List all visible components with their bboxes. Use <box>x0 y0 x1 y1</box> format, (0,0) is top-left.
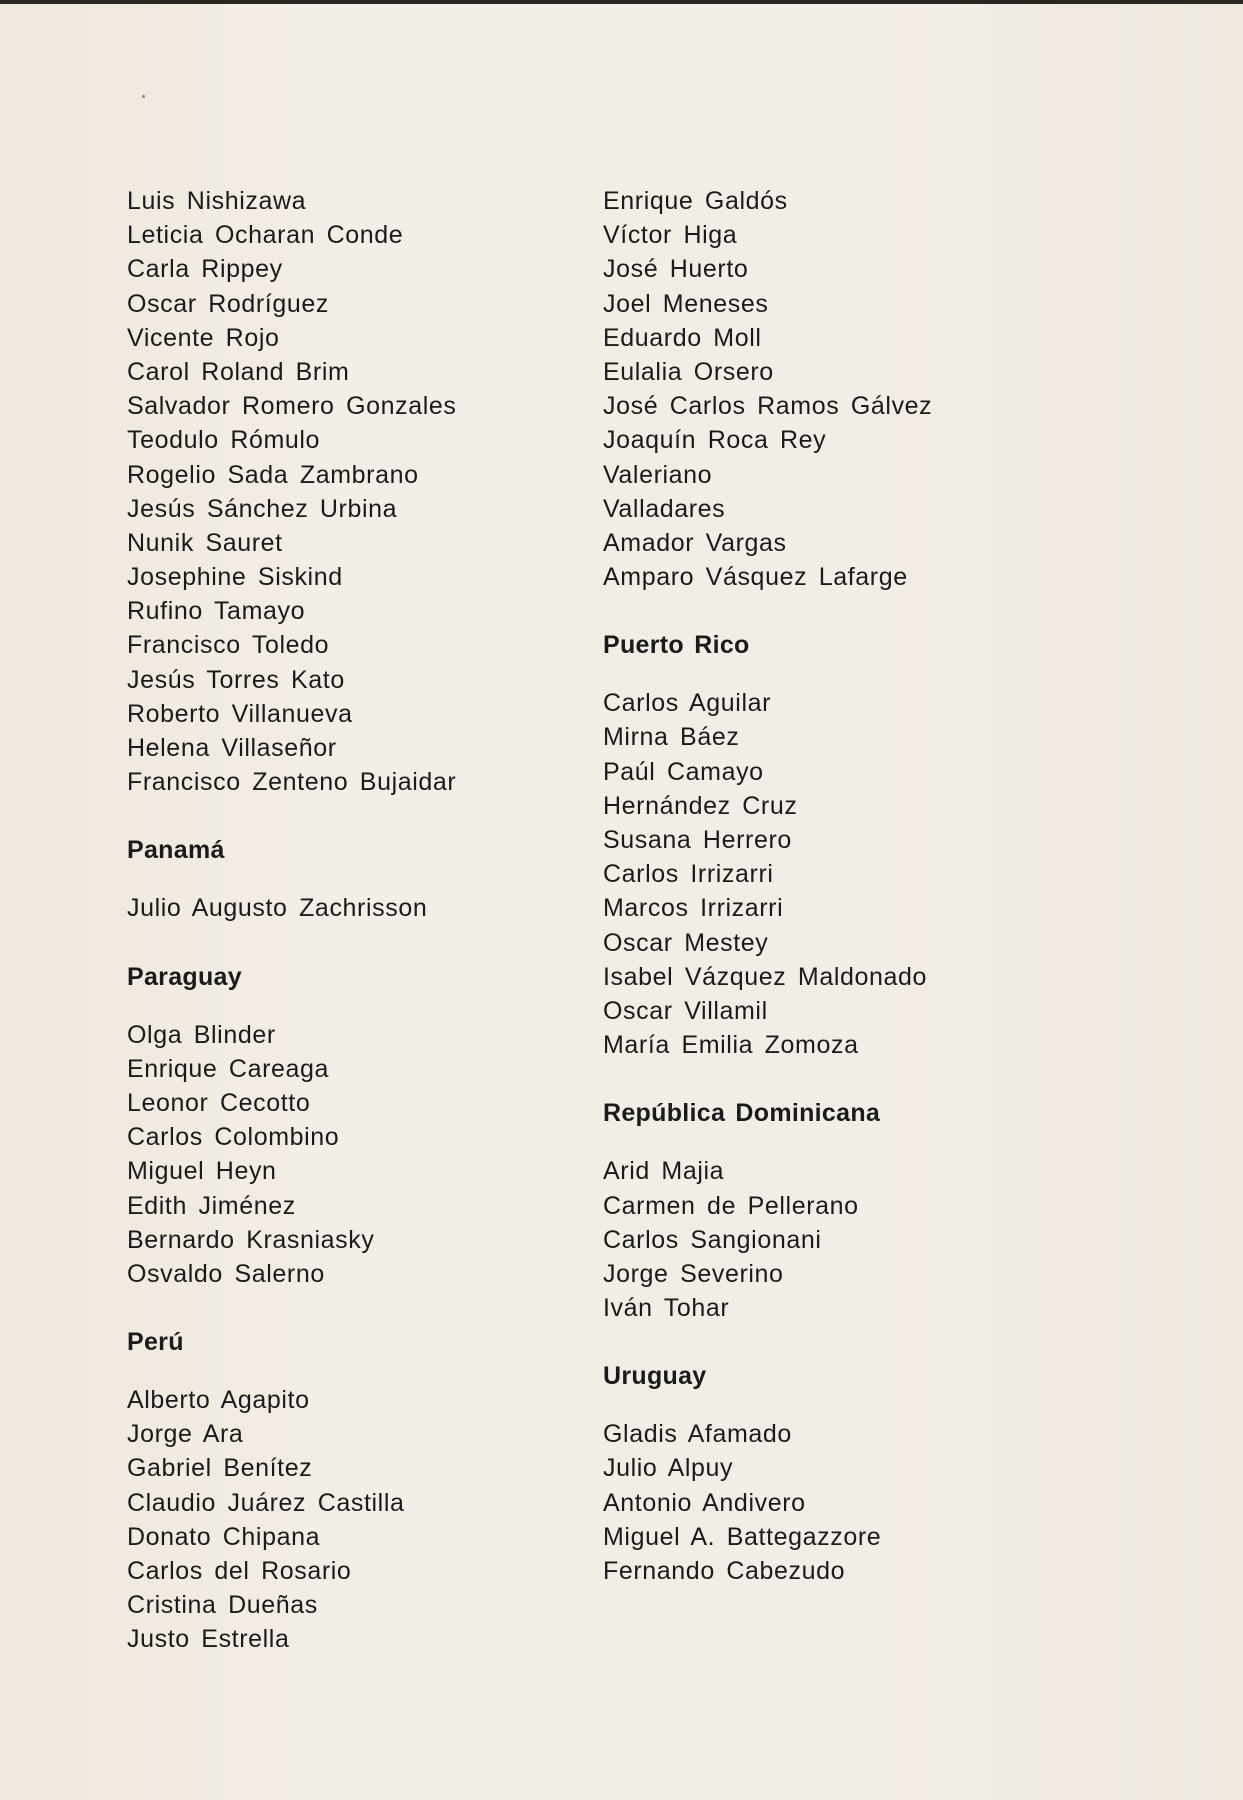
list-item: Paúl Camayo <box>603 757 764 786</box>
peru-continued-list <box>603 184 932 594</box>
list-item: Oscar Villamil <box>603 996 768 1025</box>
list-item: Carlos Irrizarri <box>603 860 774 889</box>
section-heading-republica-dominicana: República Dominicana <box>603 1099 881 1128</box>
list-item: Fernando Cabezudo <box>603 1557 846 1585</box>
list-item: Julio Alpuy <box>603 1454 734 1483</box>
list-item: Enrique Galdós <box>603 187 788 215</box>
list-item: Eulalia Orsero <box>603 357 774 386</box>
list-item: Francisco Toledo <box>127 631 330 660</box>
list-item: José Carlos Ramos Gálvez <box>603 392 933 421</box>
list-item: Leticia Ocharan Conde <box>127 221 404 250</box>
list-item: Alberto Agapito <box>127 1386 310 1415</box>
list-item: Jorge Ara <box>127 1420 244 1449</box>
list-item: Bernardo Krasniasky <box>127 1225 375 1254</box>
list-item: Susana Herrero <box>603 826 792 854</box>
paraguay-list <box>127 1018 457 1292</box>
list-item: Donato Chipana <box>127 1522 321 1551</box>
list-item: Jesús Torres Kato <box>127 665 345 694</box>
list-item: Miguel A. Battegazzore <box>603 1522 882 1551</box>
list-item: Francisco Zenteno Bujaidar <box>127 768 457 797</box>
list-item: Julio Augusto Zachrisson <box>127 894 428 923</box>
list-item: Oscar Rodríguez <box>127 289 329 318</box>
list-item: Osvaldo Salerno <box>127 1259 325 1288</box>
uruguay-list <box>603 1417 932 1588</box>
peru-list <box>127 1383 457 1657</box>
puerto-rico-list <box>603 686 932 1062</box>
list-item: Carmen de Pellerano <box>603 1191 859 1220</box>
list-item: Isabel Vázquez Maldonado <box>603 962 927 991</box>
list-item: Edith Jiménez <box>127 1191 296 1220</box>
section-heading-uruguay: Uruguay <box>603 1362 707 1391</box>
panama-list <box>127 891 457 925</box>
list-item: Carlos Aguilar <box>603 689 772 718</box>
list-item: Teodulo Rómulo <box>127 426 321 455</box>
list-item: Hernández Cruz <box>603 791 798 820</box>
list-item: Helena Villaseñor <box>127 734 337 762</box>
list-item: Vicente Rojo <box>127 323 280 352</box>
list-item: Leonor Cecotto <box>127 1088 311 1117</box>
section-heading-peru: Perú <box>127 1328 184 1357</box>
list-item: Enrique Careaga <box>127 1054 330 1083</box>
list-item: Arid Majia <box>603 1157 725 1186</box>
list-item: José Huerto <box>603 255 749 284</box>
list-item: Luis Nishizawa <box>127 187 307 215</box>
list-item: Oscar Mestey <box>603 928 769 957</box>
list-item: Carlos Colombino <box>127 1123 340 1152</box>
list-item: Carlos del Rosario <box>127 1557 352 1585</box>
list-item: Cristina Dueñas <box>127 1591 318 1620</box>
list-item: Gladis Afamado <box>603 1420 792 1449</box>
list-item: Antonio Andivero <box>603 1488 806 1517</box>
list-item: Rogelio Sada Zambrano <box>127 460 419 489</box>
list-item: Jesús Sánchez Urbina <box>127 494 398 523</box>
list-item: Valeriano <box>603 460 713 489</box>
list-item: Carla Rippey <box>127 255 283 284</box>
paper-speck <box>142 95 145 98</box>
section-heading-paraguay: Paraguay <box>127 962 242 991</box>
list-item: Valladares <box>603 494 726 523</box>
mexico-continued-list <box>127 184 457 799</box>
list-item: Víctor Higa <box>603 221 738 250</box>
republica-dominicana-list <box>603 1154 932 1325</box>
left-column <box>127 184 457 1657</box>
list-item: Mirna Báez <box>603 723 740 752</box>
list-item: Miguel Heyn <box>127 1157 277 1186</box>
list-item: Claudio Juárez Castilla <box>127 1488 405 1517</box>
right-column <box>603 184 932 1588</box>
list-item: Amparo Vásquez Lafarge <box>603 563 908 592</box>
list-item: Marcos Irrizarri <box>603 894 784 923</box>
list-item: Joaquín Roca Rey <box>603 426 827 455</box>
list-item: Josephine Siskind <box>127 563 343 592</box>
section-heading-panama: Panamá <box>127 836 225 865</box>
list-item: Amador Vargas <box>603 528 787 557</box>
list-item: Joel Meneses <box>603 289 769 318</box>
list-item: Olga Blinder <box>127 1020 276 1049</box>
list-item: Eduardo Moll <box>603 323 762 352</box>
list-item: Roberto Villanueva <box>127 699 353 728</box>
list-item: Iván Tohar <box>603 1294 730 1323</box>
list-item: María Emilia Zomoza <box>603 1031 859 1060</box>
list-item: Jorge Severino <box>603 1259 784 1288</box>
list-item: Carol Roland Brim <box>127 357 350 386</box>
list-item: Nunik Sauret <box>127 528 283 557</box>
list-item: Carlos Sangionani <box>603 1225 822 1254</box>
list-item: Gabriel Benítez <box>127 1454 313 1483</box>
section-heading-puerto-rico: Puerto Rico <box>603 631 750 660</box>
list-item: Justo Estrella <box>127 1625 290 1654</box>
page-top-edge <box>0 0 1243 4</box>
list-item: Salvador Romero Gonzales <box>127 392 457 421</box>
list-item: Rufino Tamayo <box>127 597 306 626</box>
